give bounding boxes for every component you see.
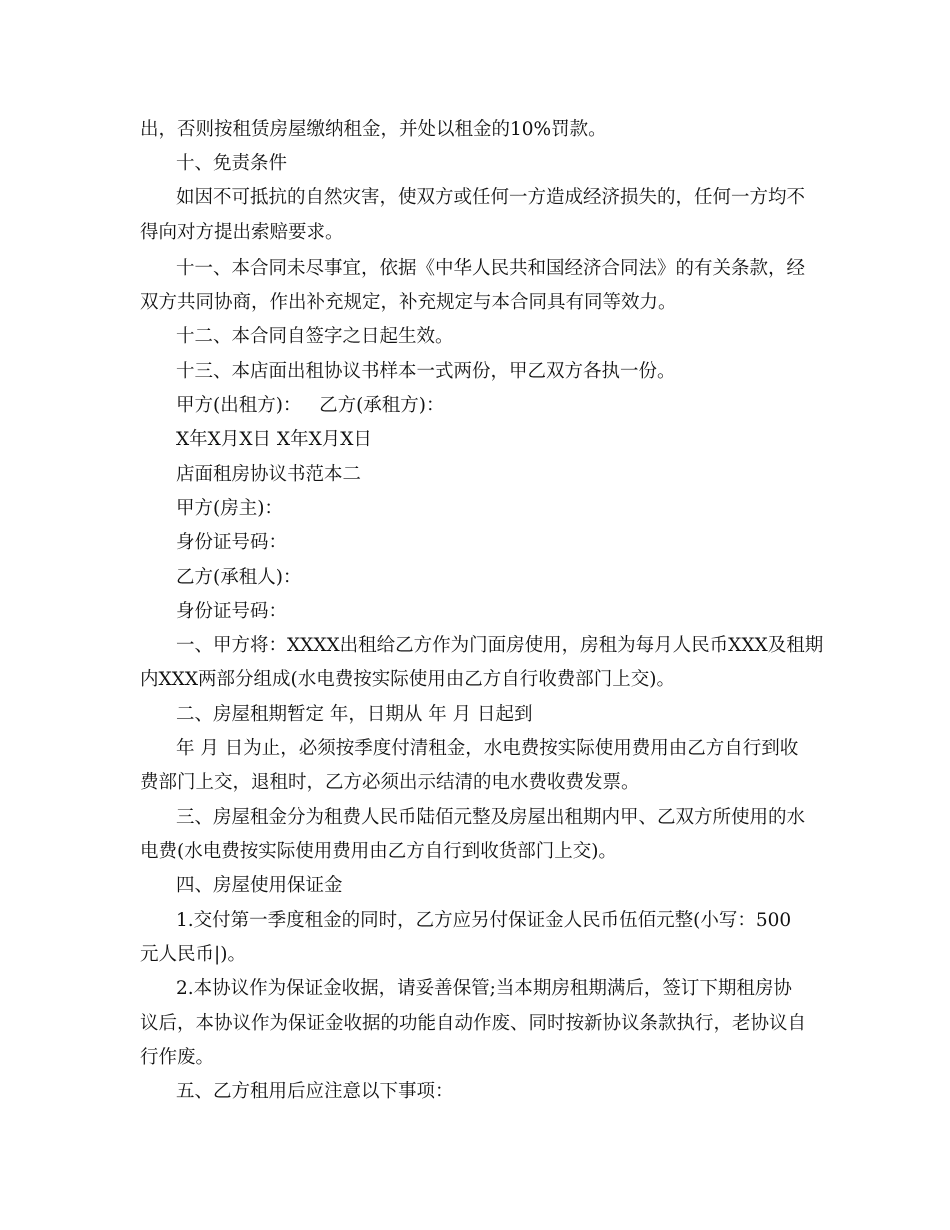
text-line: 电费(水电费按实际使用费用由乙方自行到收货部门上交)。 xyxy=(140,841,617,862)
text-line: 元人民币|)。 xyxy=(140,944,246,965)
text-line: 费部门上交，退租时，乙方必须出示结清的电水费收费发票。 xyxy=(140,772,640,793)
section-heading: 五、乙方租用后应注意以下事项： xyxy=(176,1081,454,1102)
tenant-id-field: 身份证号码： xyxy=(176,601,288,622)
text-line: 十二、本合同自签字之日起生效。 xyxy=(176,326,454,347)
text-line: 十一、本合同未尽事宜，依据《中华人民共和国经济合同法》的有关条款，经 xyxy=(176,258,806,279)
landlord-field: 甲方(房主)： xyxy=(176,498,283,519)
text-line: 年 月 日为止，必须按季度付清租金，水电费按实际使用费用由乙方自行到收 xyxy=(176,738,799,759)
tenant-field: 乙方(承租人)： xyxy=(176,567,302,588)
text-line: 二、房屋租期暂定 年，日期从 年 月 日起到 xyxy=(176,704,533,725)
document-title: 店面租房协议书范本二 xyxy=(176,464,362,485)
signature-parties-line: 甲方(出租方)： 乙方(承租方)： xyxy=(176,395,445,416)
section-heading: 四、房屋使用保证金 xyxy=(176,875,343,896)
text-line: 内XXX两部分组成(水电费按实际使用由乙方自行收费部门上交)。 xyxy=(140,669,675,690)
text-line: 2.本协议作为保证金收据，请妥善保管;当本期房租期满后，签订下期租房协 xyxy=(176,978,792,999)
landlord-id-field: 身份证号码： xyxy=(176,532,288,553)
text-line: 十三、本店面出租协议书样本一式两份，甲乙双方各执一份。 xyxy=(176,361,676,382)
text-line: 得向对方提出索赔要求。 xyxy=(140,222,344,243)
text-line: 行作废。 xyxy=(140,1047,215,1068)
date-line: X年X月X日 X年X月X日 xyxy=(176,429,372,450)
text-line: 三、房屋租金分为租费人民币陆佰元整及房屋出租期内甲、乙双方所使用的水 xyxy=(176,807,806,828)
text-line: 一、甲方将：XXXX出租给乙方作为门面房使用，房租为每月人民币XXX及租期 xyxy=(176,635,824,656)
text-line: 如因不可抵抗的自然灾害，使双方或任何一方造成经济损失的，任何一方均不 xyxy=(176,187,806,208)
text-line: 双方共同协商，作出补充规定，补充规定与本合同具有同等效力。 xyxy=(140,292,677,313)
text-line: 议后，本协议作为保证金收据的功能自动作废、同时按新协议条款执行，老协议自 xyxy=(140,1013,807,1034)
text-line: 1.交付第一季度租金的同时，乙方应另付保证金人民币伍佰元整(小写：500 xyxy=(176,910,792,931)
section-heading: 十、免责条件 xyxy=(176,153,288,174)
text-line: 出，否则按租赁房屋缴纳租金，并处以租金的10%罚款。 xyxy=(140,119,607,140)
